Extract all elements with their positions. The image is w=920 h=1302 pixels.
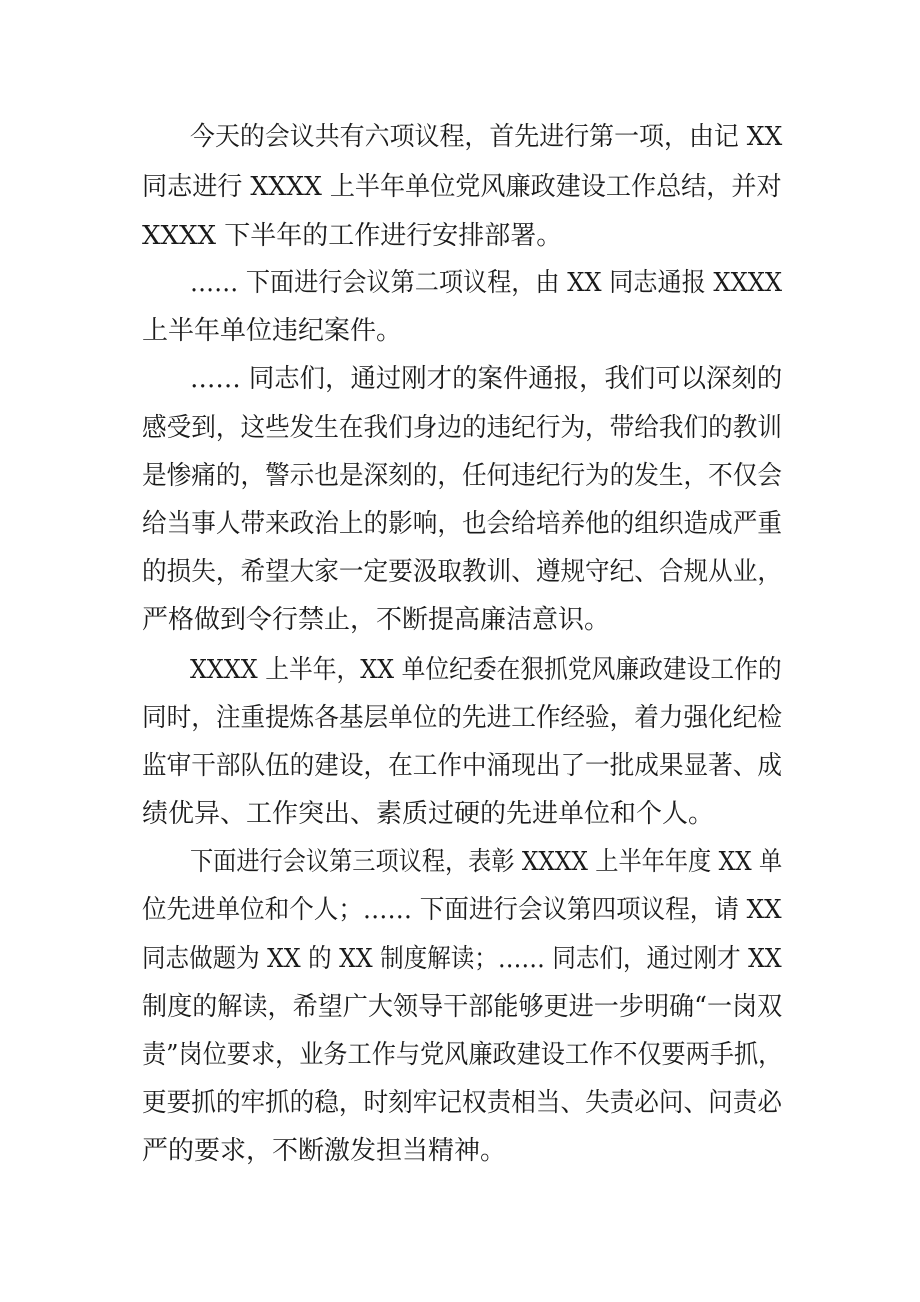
paragraph-line: 制度的解读，希望广大领导干部能够更进一步明确“一岗双 xyxy=(142,992,783,1022)
paragraph-line: 感受到，这些发生在我们身边的违纪行为，带给我们的教训 xyxy=(142,413,782,443)
paragraph-line: 是惨痛的，警示也是深刻的，任何违纪行为的发生，不仅会 xyxy=(142,461,782,491)
paragraph-line: 今天的会议共有六项议程，首先进行第一项，由记 XX xyxy=(190,122,783,152)
paragraph-line: 给当事人带来政治上的影响，也会给培养他的组织造成严重 xyxy=(142,509,782,539)
paragraph-line: 责”岗位要求，业务工作与党风廉政建设工作不仅要两手抓， xyxy=(142,1040,783,1070)
paragraph-line: 上半年单位违纪案件。 xyxy=(142,316,403,346)
paragraph-line: 的损失，希望大家一定要汲取教训、遵规守纪、合规从业， xyxy=(142,557,782,587)
paragraph-line: 同志进行 XXXX 上半年单位党风廉政建设工作总结，并对 xyxy=(142,172,782,202)
paragraph-line: 绩优异、工作突出、素质过硬的先进单位和个人。 xyxy=(142,799,715,829)
paragraph-line: 同志做题为 XX 的 XX 制度解读；…… 同志们，通过刚才 XX xyxy=(142,944,782,974)
paragraph-line: XXXX 上半年，XX 单位纪委在狠抓党风廉政建设工作的 xyxy=(190,655,782,685)
paragraph-line: 位先进单位和个人；…… 下面进行会议第四项议程，请 XX xyxy=(142,895,782,925)
paragraph-line: 下面进行会议第三项议程，表彰 XXXX 上半年年度 XX 单 xyxy=(190,847,783,877)
paragraph-line: …… 同志们，通过刚才的案件通报，我们可以深刻的 xyxy=(190,364,783,394)
paragraph-line: 更要抓的牢抓的稳，时刻牢记权责相当、失责必问、问责必 xyxy=(142,1088,782,1118)
paragraph-line: XXXX 下半年的工作进行安排部署。 xyxy=(142,221,563,251)
paragraph-line: …… 下面进行会议第二项议程，由 XX 同志通报 XXXX xyxy=(190,268,783,298)
paragraph-line: 监审干部队伍的建设，在工作中涌现出了一批成果显著、成 xyxy=(142,751,782,781)
paragraph-line: 严的要求，不断激发担当精神。 xyxy=(142,1136,507,1166)
paragraph-line: 同时，注重提炼各基层单位的先进工作经验，着力强化纪检 xyxy=(142,703,782,733)
paragraph-line: 严格做到令行禁止，不断提高廉洁意识。 xyxy=(142,605,611,635)
